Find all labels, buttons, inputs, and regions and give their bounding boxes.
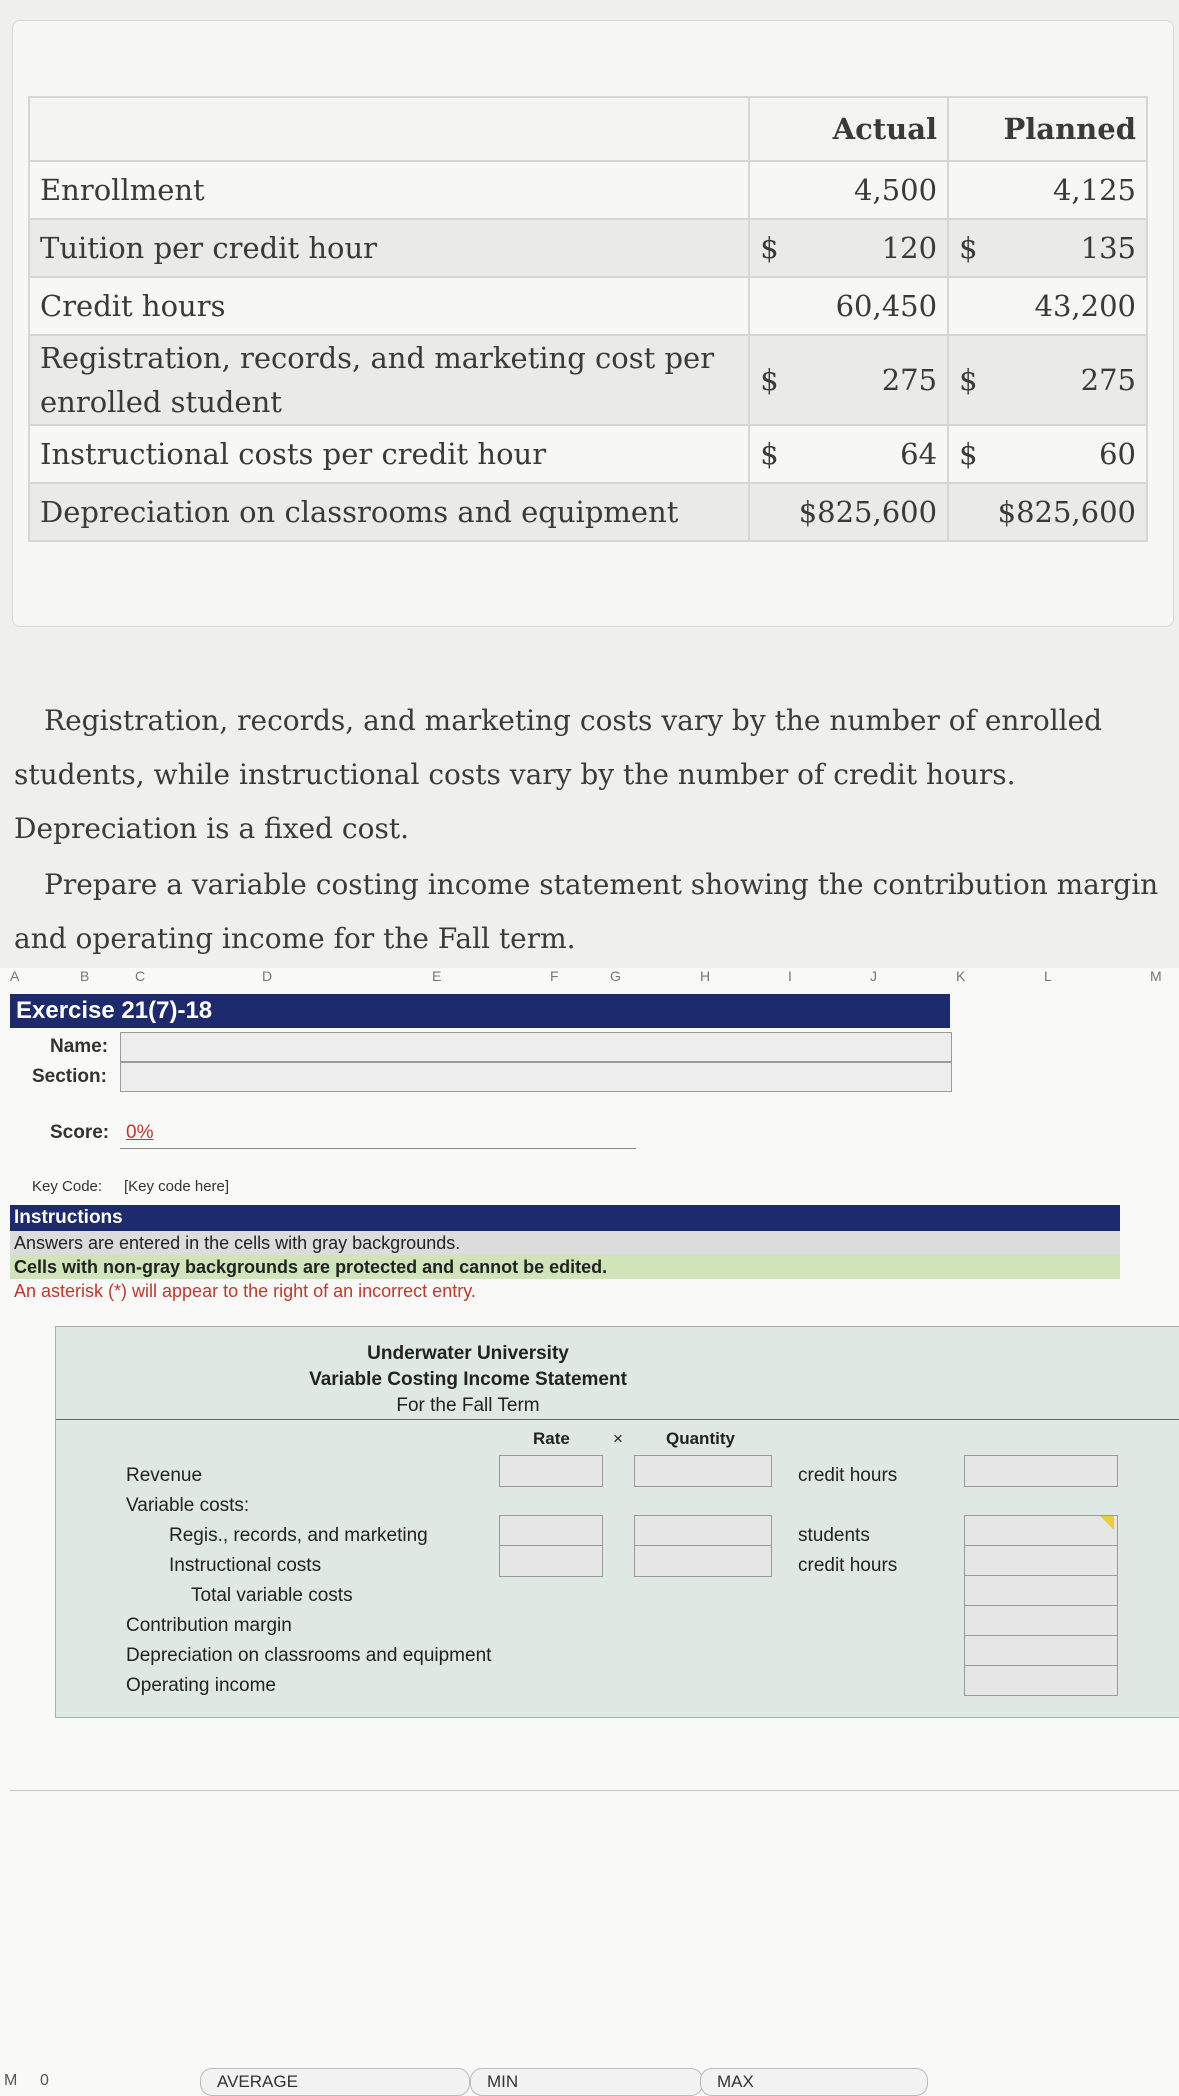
quantity-header: Quantity [666, 1429, 735, 1448]
column-header[interactable]: A [10, 968, 20, 984]
planned-currency: $ [948, 335, 988, 425]
score-underline [120, 1148, 636, 1149]
planned-value: 135 [988, 219, 1147, 277]
score-value: 0% [126, 1122, 154, 1143]
instructional-rate-input[interactable] [499, 1545, 603, 1577]
contribution-margin-label: Contribution margin [126, 1615, 292, 1636]
bottom-zero: 0 [40, 2072, 49, 2089]
column-header[interactable]: H [700, 968, 711, 984]
operating-income-amount-input[interactable] [964, 1665, 1118, 1696]
actual-currency: $ [749, 219, 789, 277]
regis-label: Regis., records, and marketing [169, 1525, 428, 1546]
revenue-amount-input[interactable] [964, 1455, 1118, 1487]
function-average[interactable]: AVERAGE [200, 2068, 470, 2096]
instruction-protected: Cells with non-gray backgrounds are protected and cannot be edited. [10, 1255, 1120, 1279]
actual-currency: $ [749, 335, 789, 425]
actual-value: $825,600 [789, 483, 948, 541]
total-variable-amount-input[interactable] [964, 1575, 1118, 1606]
actual-currency [749, 161, 789, 219]
column-header[interactable]: L [1044, 968, 1052, 984]
planned-currency: $ [948, 425, 988, 483]
column-header[interactable]: D [262, 968, 273, 984]
column-header[interactable]: G [610, 968, 621, 984]
row-label: Enrollment [29, 161, 749, 219]
header-actual: Actual [749, 97, 948, 161]
column-header[interactable]: C [135, 968, 146, 984]
revenue-label: Revenue [126, 1465, 203, 1486]
regis-quantity-input[interactable] [634, 1515, 772, 1547]
row-label: Credit hours [29, 277, 749, 335]
comment-marker-icon[interactable] [1100, 1516, 1114, 1530]
data-table [28, 96, 1148, 542]
column-header[interactable]: F [550, 968, 559, 984]
function-min[interactable]: MIN [470, 2068, 703, 2096]
name-label: Name: [50, 1036, 109, 1057]
exercise-title: Exercise 21(7)-18 [10, 994, 950, 1028]
instructions-title: Instructions [10, 1205, 1120, 1231]
actual-value: 275 [789, 335, 948, 425]
problem-task: Prepare a variable costing income statement showing the contribution margin and operating income for the Fall term. [14, 868, 1159, 955]
regis-rate-input[interactable] [499, 1515, 603, 1547]
planned-currency: $ [948, 219, 988, 277]
key-code-label: Key Code: [32, 1178, 103, 1195]
actual-value: 60,450 [789, 277, 948, 335]
instruction-gray: Answers are entered in the cells with gray backgrounds. [10, 1231, 1120, 1255]
regis-amount-input[interactable] [964, 1515, 1118, 1546]
regis-unit: students [798, 1525, 870, 1546]
actual-value: 4,500 [789, 161, 948, 219]
statement-period: For the Fall Term [396, 1395, 540, 1416]
actual-currency [749, 277, 789, 335]
sheet-divider [10, 1790, 1179, 1791]
instructional-unit: credit hours [798, 1555, 898, 1576]
spreadsheet[interactable] [0, 968, 1179, 2096]
column-header[interactable]: K [956, 968, 966, 984]
row-label: Instructional costs per credit hour [29, 425, 749, 483]
revenue-unit: credit hours [798, 1465, 898, 1486]
actual-currency [749, 483, 789, 541]
contribution-margin-amount-input[interactable] [964, 1605, 1118, 1636]
name-input[interactable] [120, 1032, 952, 1062]
planned-currency [948, 161, 988, 219]
rate-header: Rate [533, 1429, 570, 1448]
planned-value: 275 [988, 335, 1147, 425]
section-input[interactable] [120, 1062, 952, 1092]
instructional-amount-input[interactable] [964, 1545, 1118, 1576]
column-header[interactable]: M [1150, 968, 1162, 984]
total-variable-label: Total variable costs [191, 1585, 353, 1606]
planned-value: 60 [988, 425, 1147, 483]
problem-description: Registration, records, and marketing costs vary by the number of enrolled students, while instructional costs vary by the number of credit hours. Depreciation is a fixed cost. [14, 704, 1103, 845]
column-header[interactable]: E [432, 968, 442, 984]
revenue-rate-input[interactable] [499, 1455, 603, 1487]
instructional-quantity-input[interactable] [634, 1545, 772, 1577]
company-name: Underwater University [367, 1343, 569, 1364]
header-planned: Planned [948, 97, 1147, 161]
planned-currency [948, 483, 988, 541]
revenue-quantity-input[interactable] [634, 1455, 772, 1487]
table-row [29, 219, 1147, 277]
planned-currency [948, 277, 988, 335]
actual-value: 120 [789, 219, 948, 277]
planned-value: $825,600 [988, 483, 1147, 541]
table-row [29, 425, 1147, 483]
name-box[interactable]: M [4, 2072, 18, 2089]
operating-income-label: Operating income [126, 1675, 276, 1696]
actual-value: 64 [789, 425, 948, 483]
row-label: Depreciation on classrooms and equipment [29, 483, 749, 541]
actual-currency: $ [749, 425, 789, 483]
table-row [29, 277, 1147, 335]
table-row [29, 161, 1147, 219]
function-max[interactable]: MAX [700, 2068, 928, 2096]
column-header[interactable]: B [80, 968, 90, 984]
key-code-value: [Key code here] [124, 1178, 230, 1195]
section-label: Section: [32, 1066, 107, 1087]
header-divider [56, 1419, 1179, 1420]
statement-panel [55, 1326, 1179, 1718]
table-row [29, 483, 1147, 541]
planned-value: 43,200 [988, 277, 1147, 335]
instruction-asterisk: An asterisk (*) will appear to the right of an incorrect entry. [14, 1281, 476, 1301]
planned-value: 4,125 [988, 161, 1147, 219]
score-label: Score: [50, 1122, 110, 1143]
column-header[interactable]: I [788, 968, 792, 984]
column-header[interactable]: J [870, 968, 877, 984]
depreciation-label: Depreciation on classrooms and equipment [126, 1645, 492, 1666]
row-label: Tuition per credit hour [29, 219, 749, 277]
row-label: Registration, records, and marketing cost per enrolled student [29, 335, 749, 425]
table-row [29, 335, 1147, 425]
variable-costs-label: Variable costs: [126, 1495, 250, 1516]
instructional-label: Instructional costs [169, 1555, 322, 1576]
statement-title: Variable Costing Income Statement [309, 1369, 627, 1390]
depreciation-amount-input[interactable] [964, 1635, 1118, 1666]
table-header-row [29, 97, 1147, 161]
times-symbol: × [613, 1429, 623, 1448]
